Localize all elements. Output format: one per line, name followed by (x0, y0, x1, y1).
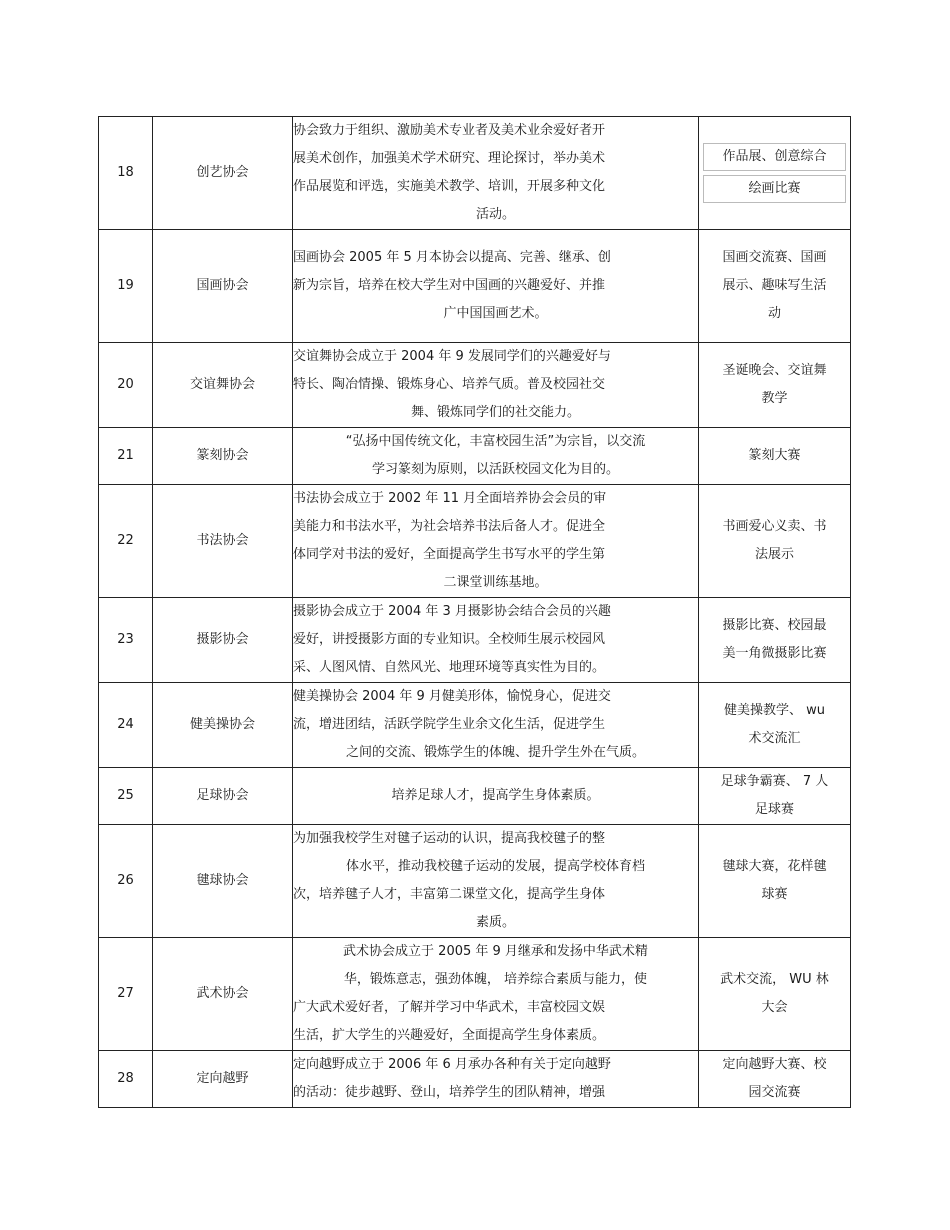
activity-line: 法展示 (754, 547, 794, 562)
activity-line: 美一角微摄影比赛 (722, 646, 827, 661)
club-name: 篆刻协会 (153, 428, 293, 485)
table-row (99, 343, 851, 428)
club-description (293, 485, 699, 598)
club-activities (699, 343, 851, 428)
activity-line: 足球争霸赛、 7 人 (720, 774, 829, 789)
club-description (293, 1051, 699, 1108)
club-activities (699, 683, 851, 768)
activity-line: 球赛 (761, 887, 788, 902)
activity-line: 绘画比赛 (703, 175, 846, 203)
club-name: 创艺协会 (153, 117, 293, 230)
club-name: 定向越野 (153, 1051, 293, 1108)
description-line: 武术协会成立于 2005 年 9 月继承和发扬中华武术精 (343, 944, 648, 959)
description-line: 爱好，讲授摄影方面的专业知识。全校师生展示校园风 (293, 632, 606, 647)
description-line: 培养足球人才，提高学生身体素质。 (391, 788, 600, 803)
club-name: 健美操协会 (153, 683, 293, 768)
club-activities (699, 428, 851, 485)
row-number: 24 (99, 683, 153, 768)
activity-line: 足球赛 (754, 802, 794, 817)
club-description (293, 938, 699, 1051)
club-description (293, 230, 699, 343)
description-line: 二课堂训练基地。 (443, 575, 548, 590)
description-line: 华，锻炼意志，强劲体魄， 培养综合素质与能力，使 (343, 972, 648, 987)
activity-line: 书画爱心义卖、书 (722, 519, 827, 534)
row-number: 20 (99, 343, 153, 428)
description-line: 协会致力于组织、激励美术专业者及美术业余爱好者开 (293, 123, 606, 138)
row-number: 22 (99, 485, 153, 598)
table-row (99, 768, 851, 825)
activity-line: 国画交流赛、国画 (722, 250, 827, 265)
description-line: 新为宗旨，培养在校大学生对中国画的兴趣爱好、并推 (293, 278, 606, 293)
activity-line: 教学 (761, 391, 788, 406)
description-line: 之间的交流、锻炼学生的体魄、提升学生外在气质。 (345, 745, 645, 760)
activity-line: 动 (767, 306, 781, 321)
description-line: 流，增进团结，活跃学院学生业余文化生活，促进学生 (293, 717, 606, 732)
activity-line: 定向越野大赛、校 (722, 1057, 827, 1072)
description-line: 国画协会 2005 年 5 月本协会以提高、完善、继承、创 (293, 250, 611, 265)
club-name: 足球协会 (153, 768, 293, 825)
club-activities (699, 485, 851, 598)
description-line: 交谊舞协会成立于 2004 年 9 发展同学们的兴趣爱好与 (293, 349, 611, 364)
club-description (293, 768, 699, 825)
description-line: 定向越野成立于 2006 年 6 月承办各种有关于定向越野 (293, 1057, 611, 1072)
description-line: 学习篆刻为原则，以活跃校园文化为目的。 (371, 462, 619, 477)
description-line: 活动。 (475, 207, 515, 222)
club-name: 书法协会 (153, 485, 293, 598)
table-row (99, 117, 851, 230)
club-activities (699, 938, 851, 1051)
description-line: 体水平，推动我校毽子运动的发展，提高学校体育档 (345, 859, 645, 874)
activity-line: 术交流汇 (748, 731, 801, 746)
club-activities (699, 825, 851, 938)
activity-line: 圣诞晚会、交谊舞 (722, 363, 827, 378)
description-line: 广大武术爱好者，了解并学习中华武术，丰富校园文娱 (293, 1000, 606, 1015)
description-line: 健美操协会 2004 年 9 月健美形体，愉悦身心，促进交 (293, 689, 611, 704)
table-row (99, 428, 851, 485)
row-number: 18 (99, 117, 153, 230)
club-description (293, 428, 699, 485)
club-description (293, 117, 699, 230)
description-line: 素质。 (475, 915, 515, 930)
table-row (99, 598, 851, 683)
club-activities (699, 230, 851, 343)
table-row (99, 1051, 851, 1108)
activity-line: 园交流赛 (748, 1085, 801, 1100)
description-line: 美能力和书法水平，为社会培养书法后备人才。促进全 (293, 519, 606, 534)
row-number: 27 (99, 938, 153, 1051)
club-name: 武术协会 (153, 938, 293, 1051)
description-line: 展美术创作，加强美术学术研究、理论探讨，举办美术 (293, 151, 606, 166)
activity-line: 篆刻大赛 (748, 448, 801, 463)
activity-line: 大会 (761, 1000, 788, 1015)
table-row (99, 230, 851, 343)
row-number: 19 (99, 230, 153, 343)
activity-line: 武术交流， WU 林 (720, 972, 829, 987)
description-line: 的活动：徒步越野、登山，培养学生的团队精神，增强 (293, 1085, 606, 1100)
row-number: 21 (99, 428, 153, 485)
activity-line: 作品展、创意综合 (703, 143, 846, 171)
table-row (99, 683, 851, 768)
activity-line: 健美操教学、 wu (723, 703, 825, 718)
table-row (99, 825, 851, 938)
description-line: 舞、锻炼同学们的社交能力。 (410, 405, 580, 420)
description-line: “弘扬中国传统文化，丰富校园生活”为宗旨，以交流 (345, 434, 646, 449)
description-line: 为加强我校学生对毽子运动的认识，提高我校毽子的整 (293, 831, 606, 846)
description-line: 体同学对书法的爱好，全面提高学生书写水平的学生第 (293, 547, 606, 562)
row-number: 28 (99, 1051, 153, 1108)
club-activities (699, 598, 851, 683)
table-row (99, 485, 851, 598)
description-line: 次，培养毽子人才，丰富第二课堂文化，提高学生身体 (293, 887, 606, 902)
club-name: 国画协会 (153, 230, 293, 343)
club-name: 毽球协会 (153, 825, 293, 938)
club-activities (699, 768, 851, 825)
description-line: 生活，扩大学生的兴趣爱好，全面提高学生身体素质。 (293, 1028, 606, 1043)
description-line: 摄影协会成立于 2004 年 3 月摄影协会结合会员的兴趣 (293, 604, 611, 619)
row-number: 25 (99, 768, 153, 825)
club-name: 交谊舞协会 (153, 343, 293, 428)
description-line: 作品展览和评选，实施美术教学、培训，开展多种文化 (293, 179, 606, 194)
description-line: 特长、陶冶情操、锻炼身心、培养气质。普及校园社交 (293, 377, 606, 392)
club-description (293, 825, 699, 938)
activity-line: 展示、趣味写生活 (722, 278, 827, 293)
description-line: 书法协会成立于 2002 年 11 月全面培养协会会员的审 (293, 491, 607, 506)
table-row (99, 938, 851, 1051)
description-line: 采、人图风情、自然风光、地理环境等真实性为目的。 (293, 660, 606, 675)
row-number: 26 (99, 825, 153, 938)
description-line: 广中国国画艺术。 (443, 306, 548, 321)
club-description (293, 683, 699, 768)
club-name: 摄影协会 (153, 598, 293, 683)
club-activities (699, 117, 851, 230)
club-activities (699, 1051, 851, 1108)
club-description (293, 598, 699, 683)
club-description (293, 343, 699, 428)
activity-line: 摄影比赛、校园最 (722, 618, 827, 633)
activity-line: 毽球大赛，花样毽 (722, 859, 827, 874)
row-number: 23 (99, 598, 153, 683)
club-table (98, 116, 851, 1108)
